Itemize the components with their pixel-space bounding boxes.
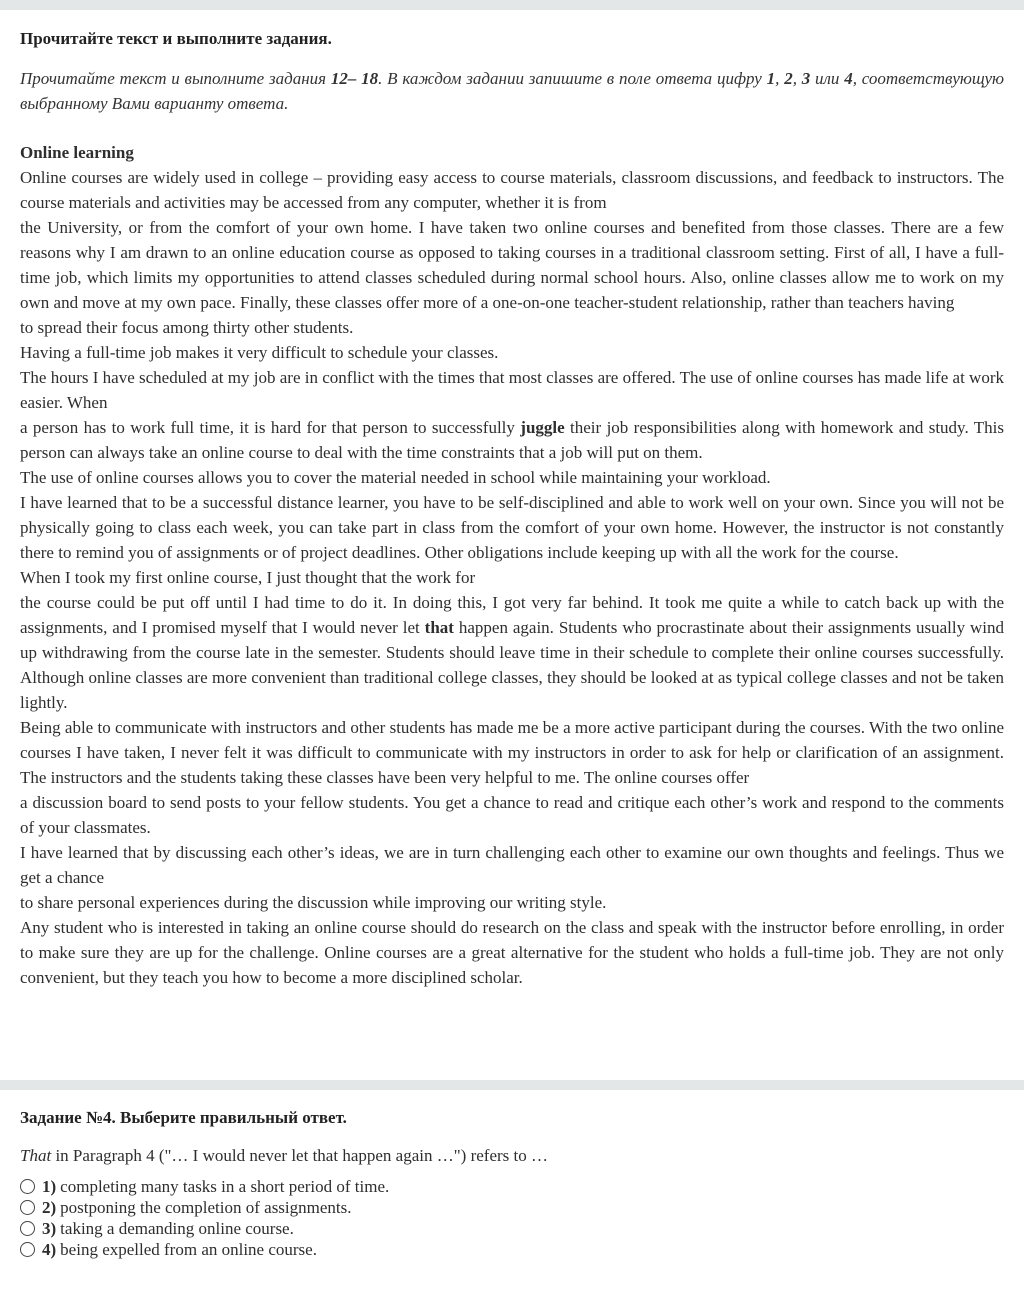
instruction-text: Прочитайте текст и выполните задания	[20, 69, 331, 88]
article-paragraph: to share personal experiences during the discussion while improving our writing style.	[20, 893, 607, 912]
radio-button[interactable]	[20, 1221, 35, 1236]
paragraph-text: their job responsibilities along with homework and study. This person can always take an online course to deal with the time constraints that a job will put on them.	[20, 418, 1004, 462]
paragraph-text: happen again. Students who procrastinate about their assignments usually wind up withdrawing from the course late in the semester. Students should leave time in their schedule to complete their online courses successfully. Although online classes are more convenient than traditional college classes, they should be looked at as typical college classes and not be taken lightly.	[20, 618, 1005, 712]
task-heading: Прочитайте текст и выполните задания.	[20, 29, 332, 48]
question-section	[0, 1090, 1024, 1260]
instruction-text: или	[810, 69, 845, 88]
option-number: 2)	[42, 1198, 57, 1217]
instruction-digit: 4	[844, 69, 853, 88]
radio-button[interactable]	[20, 1242, 35, 1257]
instruction-range: 12– 18	[330, 69, 379, 88]
radio-button[interactable]	[20, 1200, 35, 1215]
task-instruction	[20, 66, 1004, 116]
article-paragraph: Having a full-time job makes it very difficult to schedule your classes.	[20, 343, 499, 362]
article-paragraph: When I took my first online course, I just thought that the work for	[20, 568, 476, 587]
article-paragraph: I have learned that by discussing each other’s ideas, we are in turn challenging each other to examine our own thoughts and feelings. Thus we get a chance	[20, 843, 1004, 887]
article-paragraph	[20, 590, 1004, 715]
instruction-digit: 3	[801, 69, 811, 88]
article	[20, 140, 1004, 990]
section-divider	[0, 1080, 1024, 1090]
answer-option-1[interactable]	[20, 1176, 1004, 1197]
paragraph-text: the course could be put off until I had time to do it. In doing this, I got very far behind. It took me quite a while to catch back up with the assignments, and I promised myself that I would never let	[20, 593, 1004, 637]
prompt-text: in Paragraph 4 ("… I would never let that happen again …") refers to …	[51, 1146, 548, 1165]
question-heading: Задание №4. Выберите правильный ответ.	[20, 1108, 347, 1127]
article-paragraph	[20, 415, 1004, 465]
instruction-digit: 1	[766, 69, 776, 88]
instruction-sep: ,	[792, 69, 802, 88]
answer-option-2[interactable]	[20, 1197, 1004, 1218]
article-paragraph: Online courses are widely used in college – providing easy access to course materials, classroom discussions, and feedback to instructors. The course materials and activities may be accessed from any computer, whether it is from	[20, 168, 1004, 212]
highlighted-word: juggle	[520, 418, 565, 437]
prompt-italic: That	[20, 1146, 52, 1165]
option-text: taking a demanding online course.	[60, 1219, 294, 1238]
article-paragraph: the University, or from the comfort of your own home. I have taken two online courses and benefited from those classes. There are a few reasons why I am drawn to an online education course as opposed to taking courses in a traditional classroom setting. First of all, I have a full-time job, which limits my opportunities to attend classes scheduled during normal school hours. Also, online classes allow me to work on my own and move at my own pace. Finally, these classes offer more of a one-on-one teacher-student relationship, rather than teachers having	[20, 218, 1004, 312]
option-text: postponing the completion of assignments.	[60, 1198, 352, 1217]
answer-option-4[interactable]	[20, 1239, 1004, 1260]
article-title: Online learning	[20, 143, 134, 162]
option-number: 3)	[42, 1219, 57, 1238]
article-paragraph: a discussion board to send posts to your fellow students. You get a chance to read and critique each other’s work and respond to the comments of your classmates.	[20, 793, 1004, 837]
answer-options	[20, 1176, 1004, 1260]
option-number: 1)	[42, 1177, 57, 1196]
article-paragraph: I have learned that to be a successful distance learner, you have to be self-disciplined and able to work well on your own. Since you will not be physically going to class each week, you can take part in class from the comfort of your own home. However, the instructor is not constantly there to remind you of assignments or of project deadlines. Other obligations include keeping up with all the work for the course.	[20, 493, 1004, 562]
option-text: completing many tasks in a short period of time.	[60, 1177, 390, 1196]
option-text: being expelled from an online course.	[60, 1240, 317, 1259]
question-prompt	[20, 1145, 1004, 1167]
article-paragraph: The use of online courses allows you to cover the material needed in school while maintaining your workload.	[20, 468, 771, 487]
instruction-digit: 2	[784, 69, 793, 88]
reading-section	[0, 10, 1024, 1080]
article-paragraph: Being able to communicate with instructors and other students has made me be a more active participant during the courses. With the two online courses I have taken, I never felt it was difficult to communicate with my instructors in order to ask for help or clarification of an assignment. The instructors and the students taking these classes have been very helpful to me. The online courses offer	[20, 718, 1004, 787]
answer-option-3[interactable]	[20, 1218, 1004, 1239]
article-paragraph: Any student who is interested in taking an online course should do research on the class and speak with the instructor before enrolling, in order to make sure they are up for the challenge. Online courses are a great alternative for the student who holds a full-time job. They are not only convenient, but they teach you how to become a more disciplined scholar.	[20, 918, 1004, 987]
paragraph-text: a person has to work full time, it is hard for that person to successfully	[20, 418, 521, 437]
radio-button[interactable]	[20, 1179, 35, 1194]
highlighted-word: that	[424, 618, 454, 637]
instruction-text: , соответствующую выбранному Вами варианту ответа.	[20, 69, 1005, 113]
instruction-sep: ,	[775, 69, 785, 88]
top-divider	[0, 0, 1024, 10]
option-number: 4)	[42, 1240, 57, 1259]
article-paragraph: The hours I have scheduled at my job are in conflict with the times that most classes are offered. The use of online courses has made life at work easier. When	[20, 368, 1004, 412]
article-paragraph: to spread their focus among thirty other students.	[20, 318, 354, 337]
instruction-text: . В каждом задании запишите в поле ответа цифру	[378, 69, 767, 88]
